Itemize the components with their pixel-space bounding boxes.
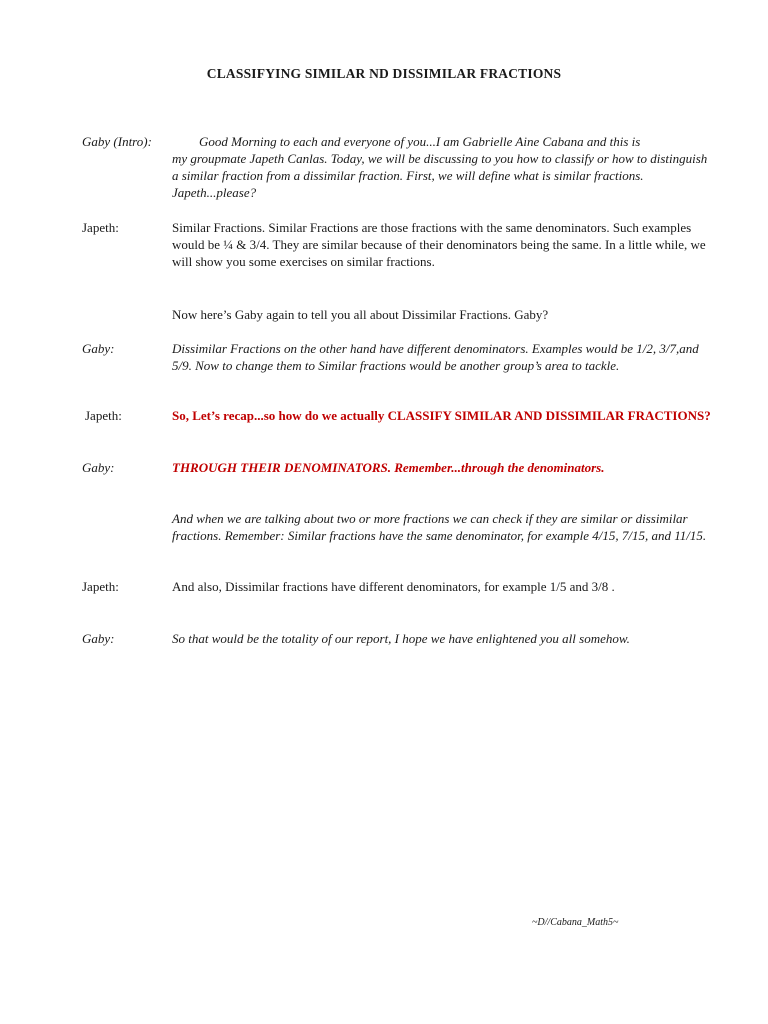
gaby-closing-text: So that would be the totality of our report, I hope we have enlightened you all somehow.: [172, 631, 630, 646]
japeth-similar-fractions-text: Similar Fractions. Similar Fractions are those fractions with the same denominators. Such examples would be ¼ & 3/4. They are similar because of their denominators being the same. In a little while, we will show you some exercises on similar fractions.: [172, 220, 706, 269]
speaker-gaby-4: Gaby:: [82, 631, 115, 646]
gaby-dissimilar-fractions-text: Dissimilar Fractions on the other hand have different denominators. Examples would be 1/2, 3/7,and 5/9. Now to change them to Similar fractions would be another group’s area to tackle.: [172, 341, 699, 373]
speaker-japeth-2: Japeth:: [85, 408, 122, 423]
speaker-gaby-2: Gaby:: [82, 341, 115, 356]
gaby-similar-explanation: And when we are talking about two or more fractions we can check if they are similar or dissimilar fractions. Remember: Similar fractions have the same denominator, for example 4/15, 7/15, and 11/15.: [172, 511, 707, 543]
gaby-denominators-answer: THROUGH THEIR DENOMINATORS. Remember...through the denominators.: [172, 460, 605, 475]
japeth-handoff-text: Now here’s Gaby again to tell you all about Dissimilar Fractions. Gaby?: [172, 307, 549, 322]
intro-remaining-text: my groupmate Japeth Canlas. Today, we will be discussing to you how to classify or how to distinguish a similar fraction from a dissimilar fraction. First, we will define what is similar fractions. Japeth...please?: [172, 151, 708, 200]
japeth-recap-question: So, Let’s recap...so how do we actually CLASSIFY SIMILAR AND DISSIMILAR FRACTIONS?: [172, 408, 711, 423]
japeth-dissimilar-explanation: And also, Dissimilar fractions have different denominators, for example 1/5 and 3/8 .: [172, 579, 615, 594]
speaker-gaby-intro: Gaby (Intro):: [82, 134, 152, 149]
speaker-gaby-3: Gaby:: [82, 460, 115, 475]
speaker-japeth-1: Japeth:: [82, 220, 119, 235]
document-title: CLASSIFYING SIMILAR ND DISSIMILAR FRACTIONS: [206, 66, 562, 81]
speaker-japeth-3: Japeth:: [82, 579, 119, 594]
intro-first-line: Good Morning to each and everyone of you...I am Gabrielle Aine Cabana and this is: [199, 134, 641, 149]
document-footer: ~D//Cabana_Math5~: [532, 917, 619, 928]
